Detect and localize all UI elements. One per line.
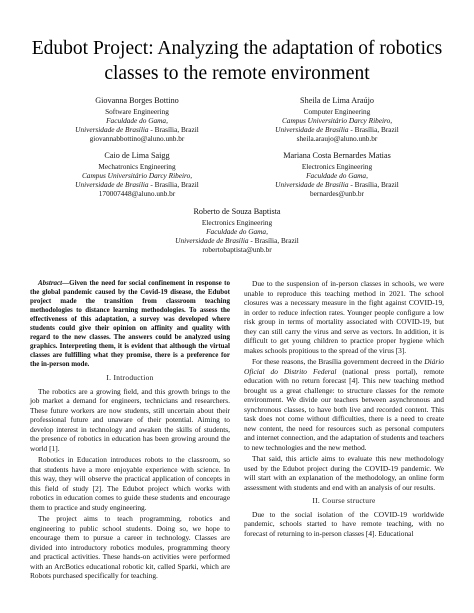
paragraph — [244, 357, 444, 452]
author-dept: Electronics Engineering — [301, 161, 373, 171]
author-place: - Brasília, Brazil — [248, 235, 299, 245]
section-heading-introduction: I. Introduction — [106, 373, 154, 382]
author-email: robertobaptista@unb.br — [202, 245, 272, 255]
author-email: bernardes@unb.br — [310, 189, 364, 199]
author-affiliation: Campus Universitário Darcy Ribeiro, — [81, 170, 193, 180]
paragraph-text: For these reasons, the Brasília government decreed in the — [252, 357, 425, 366]
author-place: - Brasília, Brazil — [348, 179, 399, 189]
author-dept: Mechatronics Engineering — [98, 161, 176, 171]
author-dept: Software Engineering — [105, 106, 169, 116]
author-block-2 — [237, 96, 437, 143]
author-name: Caio de Lima Saigg — [104, 151, 170, 160]
author-affiliation: Faculdade do Gama, — [306, 170, 368, 180]
author-university: Universidade de Brasília — [75, 179, 149, 189]
author-name: Sheila de Lima Araújo — [300, 96, 374, 105]
author-email: 170007448@aluno.unb.br — [98, 189, 176, 199]
author-affiliation: Faculdade do Gama, — [106, 115, 168, 125]
author-name: Mariana Costa Bernardes Matias — [283, 151, 391, 160]
author-block-3 — [37, 151, 237, 198]
journal-name: Diário Oficial do Distrito Federal — [244, 357, 444, 376]
author-dept: Computer Engineering — [303, 106, 371, 116]
paragraph: That said, this article aims to evaluate this new methodology used by the Edubot project during the COVID-19 pandemic. We will start with an explanation of the methodology, an online form assessment with students and end with an analysis of our results. — [244, 454, 444, 492]
paragraph: The project aims to teach programming, robotics and engineering to public school students. Doing so, we hope to encourage them to pursue a career in technology. Classes are divided into introductory robotics modules, programming theory and practical activities. These hands-on activities were performed with an ArcBotics educational robotic kit, called Sparki, which are Robots purchased specifically for teaching. — [30, 514, 230, 580]
section-heading-course-structure: II. Course structure — [312, 496, 376, 505]
paragraph: The robotics are a growing field, and this growth brings to the job market a demand for engineers, technicians and researchers. These future workers are now students, still uncertain about their professional future and unaware of their potential. Aiming to develop interest in technology and awaken the skills of students, the presence of robotics in education has been growing around the world [1]. — [30, 386, 230, 453]
author-affiliation: Campus Universitário Darcy Ribeiro, — [281, 115, 393, 125]
author-block-4 — [237, 151, 437, 198]
author-university: Universidade de Brasília — [75, 124, 149, 134]
paragraph: Due to the suspension of in-person classes in schools, we were unable to reproduce this teaching method in 2021. The school closures was a necessary measure in the fight against COVID-19, in order to reduce infection rates. Younger people configure a low risk group in terms of mortality associated with COVID-19, but they can still carry the virus and serve as vectors. In addition, it is difficult to get young children to practice proper hygiene which makes schools propitious to the spread of the virus [3]. — [244, 279, 444, 355]
author-dept: Electronics Engineering — [201, 217, 273, 227]
paper-title: Edubot Project: Analyzing the adaptation of robotics classes to the remote environment — [31, 38, 443, 84]
left-column — [30, 279, 230, 583]
abstract-lead: Abstract — [38, 279, 63, 287]
author-place: - Brasília, Brazil — [148, 179, 199, 189]
author-name: Roberto de Souza Baptista — [193, 207, 281, 216]
paragraph: Robotics in Education introduces robots to the classroom, so that students have a more enjoyable experience with science. In this way, they will observe the practical application of concepts in this field of study [2]. The Edubot project which works with robotics in education comes to guide these students and encourage them to practice and study engineering. — [30, 455, 230, 512]
paragraph-text: (national press portal), remote education with no return forecast [4]. This new teaching method brought us a great challenge: to structure classes for the remote environment. We divide our teachers between asynchronous and synchronous classes, to have both live and recorded content. This task does not come without difficulties, there is a need to create new content, the need for resources such as personal computers and internet connection, and the adaptation of students and teachers to new technologies and the new method. — [244, 366, 445, 452]
author-university: Universidade de Brasília — [275, 124, 349, 134]
author-place: - Brasília, Brazil — [348, 124, 399, 134]
author-email: sheila.araujo@aluno.unb.br — [296, 134, 378, 144]
author-affiliation: Faculdade do Gama, — [206, 226, 268, 236]
author-block-5 — [137, 207, 337, 254]
abstract — [30, 279, 230, 369]
author-university: Universidade de Brasília — [175, 235, 249, 245]
abstract-text: —Given the need for social confinement in response to the global pandemic caused by the Covid-19 disease, the Edubot project made the transition from classroom teaching methodologies to distance learning methodologies. To assess the effectiveness of this adaptation, a survey was developed where students could give their opinion on affinity and quality with regard to the new classes. The answers could be analyzed using graphics. Interpreting them, it is evident that although the virtual classes are fulfilling what they promise, there is a preference for the in-person mode. — [30, 279, 230, 368]
author-block-1 — [37, 96, 237, 143]
author-email: giovannabbottino@aluno.unb.br — [89, 134, 185, 144]
right-column — [244, 279, 444, 540]
paragraph: Due to the social isolation of the COVID-19 worldwide pandemic, schools started to have remote teaching, with no forecast of returning to in-person classes [4]. Educational — [244, 509, 444, 538]
author-name: Giovanna Borges Bottino — [95, 96, 179, 105]
author-university: Universidade de Brasília — [275, 179, 349, 189]
author-place: - Brasília, Brazil — [148, 124, 199, 134]
